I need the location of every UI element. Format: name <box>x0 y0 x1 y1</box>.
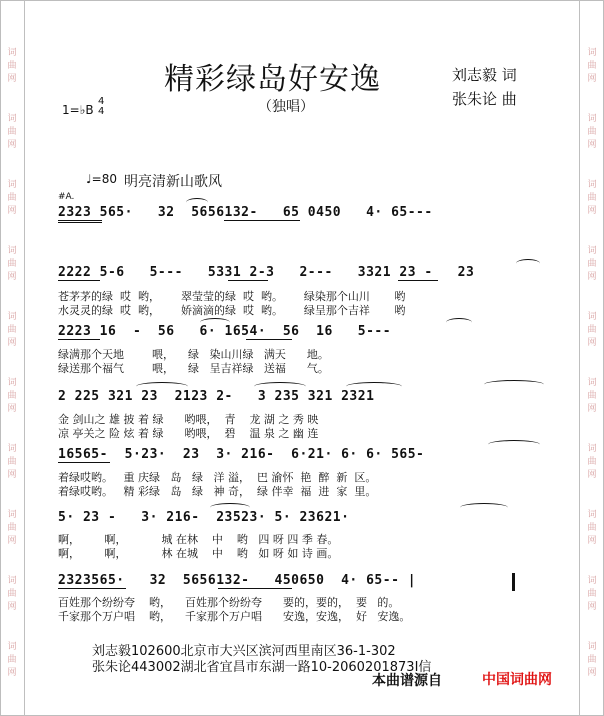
subtitle: （独唱） <box>258 99 314 115</box>
slur <box>346 382 402 391</box>
watermark-char: 网 <box>587 470 597 480</box>
slur <box>210 503 250 512</box>
style-marking: 明亮清新山歌风 <box>124 174 222 190</box>
watermark-char: 网 <box>7 404 17 414</box>
watermark-char: 曲 <box>7 259 17 269</box>
lyrics-line-5a: 着绿哎哟。 重 庆绿 岛 绿 洋 溢， 巴 渝怀 艳 醉 新 区。 <box>58 471 377 484</box>
lyrics-line-2b: 水灵灵的绿 哎 哟， 娇滴滴的绿 哎 哟。 绿呈那个吉祥 哟 <box>58 304 406 317</box>
watermark-char: 曲 <box>7 391 17 401</box>
watermark-char: 曲 <box>587 655 597 665</box>
beam-line <box>224 220 300 221</box>
beam-line <box>58 588 126 589</box>
slur <box>488 440 540 449</box>
watermark-char: 曲 <box>7 193 17 203</box>
watermark-char: 词 <box>7 246 17 256</box>
watermark-char: 网 <box>587 272 597 282</box>
watermark-char: 曲 <box>587 589 597 599</box>
watermark-char: 网 <box>587 206 597 216</box>
watermark-char: 网 <box>7 206 17 216</box>
watermark-char: 网 <box>587 74 597 84</box>
watermark-char: 曲 <box>7 325 17 335</box>
score-notes-line-6: 5· 23 - 3· 216- 23523· 5· 23621· <box>58 510 350 525</box>
watermark-char: 曲 <box>587 61 597 71</box>
watermark-char: 曲 <box>7 61 17 71</box>
beam-line <box>398 280 438 281</box>
slur <box>516 259 540 268</box>
lyrics-line-2a: 苍茅茅的绿 哎 哟， 翠莹莹的绿 哎 哟。 绿染那个山川 哟 <box>58 290 406 303</box>
watermark-char: 曲 <box>587 523 597 533</box>
watermark-char: 曲 <box>587 391 597 401</box>
watermark-char: 网 <box>587 404 597 414</box>
watermark-char: 曲 <box>587 457 597 467</box>
lyrics-line-3b: 绿送那个福气 喂， 绿 呈吉祥绿 送福 气。 <box>58 362 329 375</box>
time-signature-bottom: 4 <box>98 106 105 117</box>
watermark-char: 网 <box>7 668 17 678</box>
watermark-char: 曲 <box>7 523 17 533</box>
lyrics-line-3a: 绿满那个天地 喂， 绿 染山川绿 满天 地。 <box>58 348 329 361</box>
watermark-char: 词 <box>587 312 597 322</box>
watermark-char: 词 <box>587 510 597 520</box>
section-marker: #A. <box>58 192 75 202</box>
beam-line <box>58 222 102 223</box>
watermark-char: 词 <box>7 510 17 520</box>
watermark-char: 网 <box>7 338 17 348</box>
watermark-char: 网 <box>587 536 597 546</box>
time-signature-top: 4 <box>98 96 105 107</box>
watermark-char: 网 <box>7 140 17 150</box>
beam-line <box>246 339 292 340</box>
score-notes-line-5: 16565- 5·23· 23 3· 216- 6·21· 6· 6· 565- <box>58 447 425 462</box>
watermark-char: 网 <box>587 602 597 612</box>
watermark-char: 网 <box>7 272 17 282</box>
lyrics-line-6a: 啊， 啊， 城 在林 中 哟 四 呀 四 季 春。 <box>58 533 339 546</box>
watermark-char: 网 <box>587 140 597 150</box>
watermark-char: 词 <box>587 180 597 190</box>
time-signature <box>98 97 104 117</box>
composer-credit: 张朱论 曲 <box>452 90 517 108</box>
slur <box>460 503 508 512</box>
lyrics-line-5b: 着绿哎哟。 精 彩绿 岛 绿 神 奇， 绿 伴幸 福 进 家 里。 <box>58 485 377 498</box>
beam-line <box>228 280 268 281</box>
watermark-char: 曲 <box>7 589 17 599</box>
slur <box>186 198 208 207</box>
watermark-char: 词 <box>7 642 17 652</box>
score-notes-line-1: 2323 565· 32 5656132- 65 0450 4· 65--- <box>58 205 433 220</box>
watermark-char: 词 <box>587 48 597 58</box>
watermark-char: 网 <box>7 74 17 84</box>
watermark-char: 词 <box>7 48 17 58</box>
slur <box>254 382 306 391</box>
key-signature: 1=♭B <box>62 103 94 117</box>
watermark-char: 词 <box>7 444 17 454</box>
watermark-char: 词 <box>7 378 17 388</box>
watermark-char: 网 <box>587 338 597 348</box>
watermark-char: 网 <box>7 470 17 480</box>
lyrics-line-6b: 啊， 啊， 林 在城 中 哟 如 呀 如 诗 画。 <box>58 547 339 560</box>
watermark-char: 词 <box>587 642 597 652</box>
score-notes-line-4: 2 225 321 23 2123 2- 3 235 321 2321 <box>58 389 375 404</box>
watermark-char: 曲 <box>7 127 17 137</box>
source-label: 本曲谱源自 <box>372 673 442 689</box>
watermark-char: 词 <box>587 246 597 256</box>
slur <box>484 380 544 389</box>
watermark-char: 曲 <box>587 193 597 203</box>
tempo-marking: ♩=80 <box>86 172 117 186</box>
site-name[interactable]: 中国词曲网 <box>482 672 552 688</box>
slur <box>136 382 188 391</box>
lyrics-line-7a: 百姓那个纷纷夸 哟， 百姓那个纷纷夸 要的，要的， 要 的。 <box>58 596 400 609</box>
watermark-char: 词 <box>587 444 597 454</box>
watermark-char: 词 <box>7 576 17 586</box>
lyricist-contact: 刘志毅102600北京市大兴区滨河西里南区36-1-302 <box>92 644 396 659</box>
slur <box>446 318 472 327</box>
beam-line <box>58 280 100 281</box>
watermark-char: 曲 <box>587 325 597 335</box>
lyrics-line-4b: 凉 亭关之 险 炫 着 绿 哟喂， 碧 温 泉 之 幽 连 <box>58 427 319 440</box>
final-barline <box>512 573 515 591</box>
watermark-char: 词 <box>7 312 17 322</box>
watermark-char: 网 <box>7 536 17 546</box>
watermark-char: 词 <box>7 180 17 190</box>
watermark-char: 词 <box>587 378 597 388</box>
score-notes-line-3: 2223 16 - 56 6· 1654· 56 16 5--- <box>58 324 392 339</box>
watermark-char: 词 <box>7 114 17 124</box>
score-notes-line-2: 2222 5-6 5--- 5331 2-3 2--- 3321 23 - 23 <box>58 265 475 280</box>
watermark-char: 曲 <box>587 259 597 269</box>
beam-line <box>58 220 102 221</box>
slur <box>200 318 230 327</box>
watermark-char: 词 <box>587 576 597 586</box>
lyricist-credit: 刘志毅 词 <box>452 66 517 84</box>
composer-contact: 张朱论443002湖北省宜昌市东湖一路10-2060201873I信 <box>92 660 432 675</box>
page-title: 精彩绿岛好安逸 <box>164 62 381 97</box>
score-notes-line-7: 2323565· 32 5656132- 450650 4· 65-- | <box>58 573 417 588</box>
watermark-char: 曲 <box>7 457 17 467</box>
watermark-char: 词 <box>587 114 597 124</box>
watermark-char: 网 <box>587 668 597 678</box>
lyrics-line-7b: 千家那个万户唱 哟， 千家那个万户唱 安逸，安逸， 好 安逸。 <box>58 610 411 623</box>
beam-line <box>218 588 292 589</box>
beam-line <box>58 462 110 463</box>
beam-line <box>58 339 100 340</box>
watermark-char: 曲 <box>587 127 597 137</box>
lyrics-line-4a: 金 剑山之 雄 披 着 绿 哟喂， 青 龙 湖 之 秀 映 <box>58 413 319 426</box>
watermark-char: 网 <box>7 602 17 612</box>
watermark-char: 曲 <box>7 655 17 665</box>
